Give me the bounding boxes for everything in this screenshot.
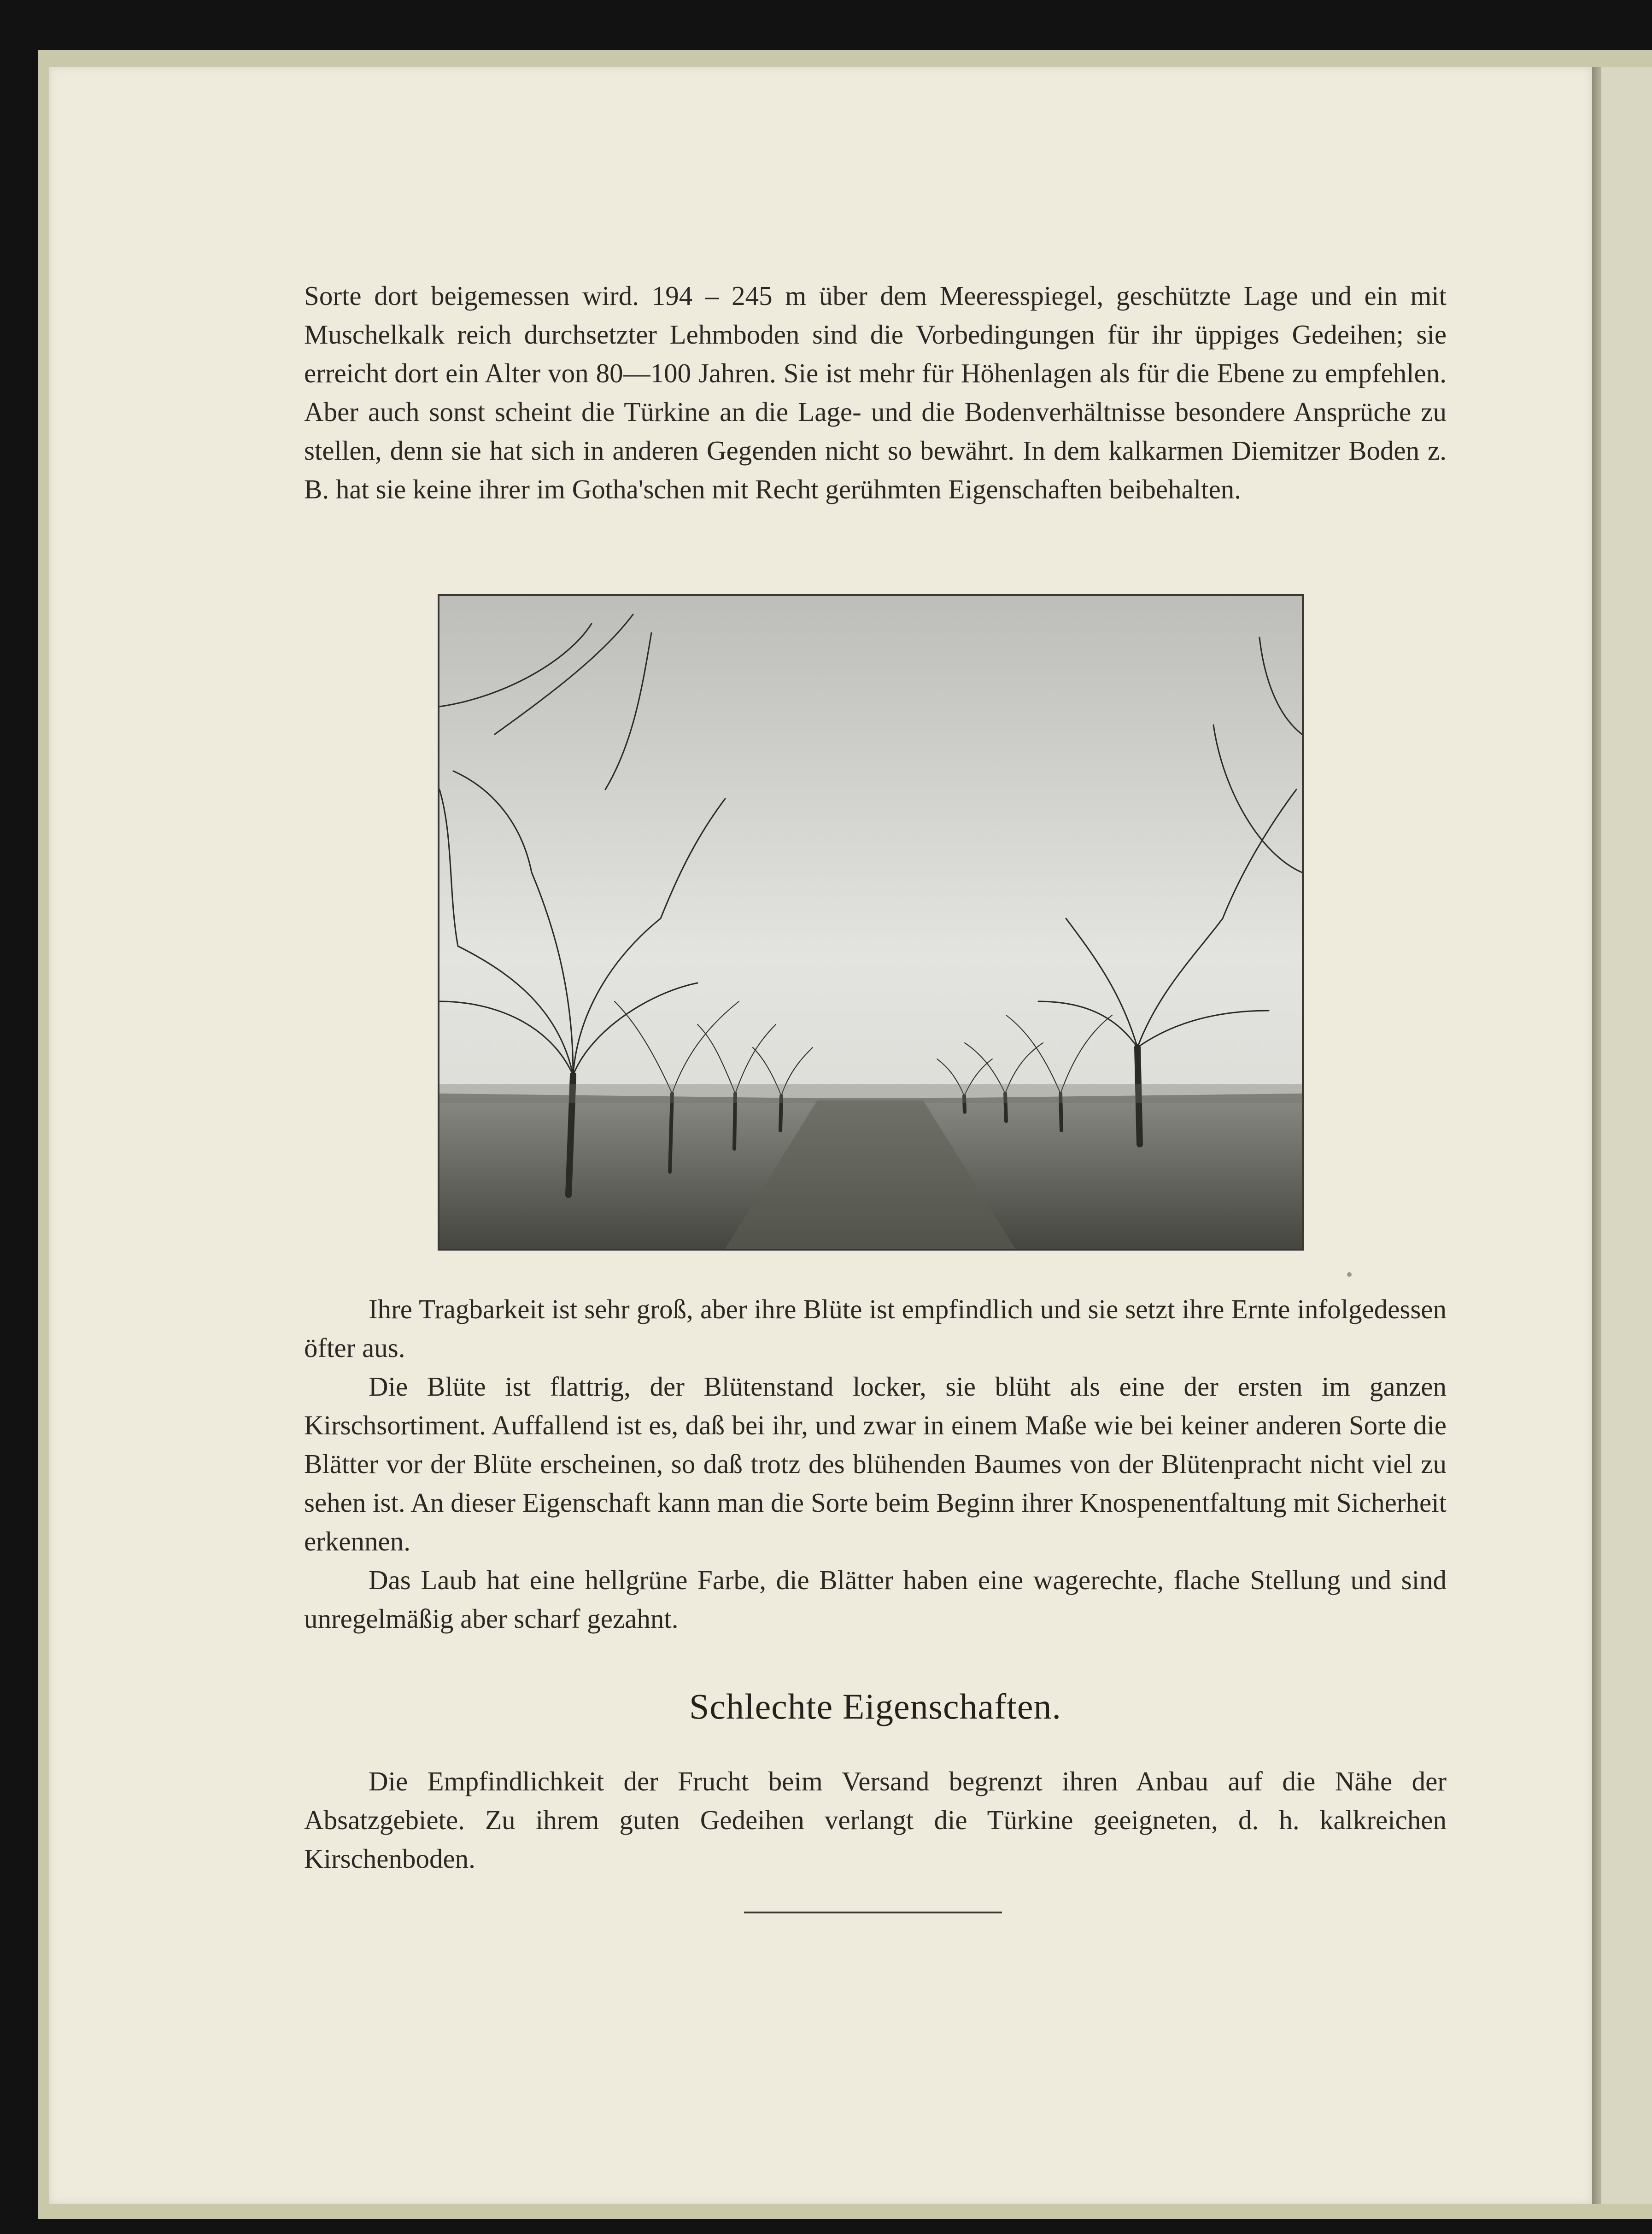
paragraph-text: Sorte dort beigemessen wird. 194 – 245 m über dem Meeresspiegel, geschützte Lage und ein mit Muschelkalk reich durchsetzter Lehmboden sind die Vorbedingungen für ihr üppiges Gedeihen; sie erreicht dort ein Alter von 80—100 Jahren. Sie ist mehr für Höhenlagen als für die Ebene zu empfehlen. Aber auch sonst scheint die Türkine an die Lage- und die Bodenverhältnisse besondere Ansprüche zu stellen, denn sie hat sich in anderen Gegenden nicht so bewährt. In dem kalkarmen Diemitzer Boden z. B. hat sie keine ihrer im Gotha'schen mit Recht gerühmten Eigenschaften beibehalten. — [304, 281, 1447, 504]
closing-rule — [744, 1912, 1002, 1913]
paper-speck — [1347, 1272, 1352, 1277]
photograph-icon — [439, 596, 1302, 1249]
paragraph-drawbacks — [304, 1762, 1447, 1878]
facing-page-edge — [1601, 67, 1652, 2204]
paragraph-text: Ihre Tragbarkeit ist sehr groß, aber ihre Blüte ist empfindlich und sie setzt ihre Ernte infolgedessen öfter aus. — [304, 1294, 1447, 1363]
paragraph-text: Die Empfindlichkeit der Frucht beim Versand begrenzt ihren Anbau auf die Nähe der Absatzgebiete. Zu ihrem guten Gedeihen verlangt die Türkine geeigneten, d. h. kalkreichen Kirschenboden. — [304, 1766, 1447, 1874]
paragraph-soil-conditions — [304, 276, 1447, 509]
paragraph-text: Die Blüte ist flattrig, der Blütenstand locker, sie blüht als eine der ersten im ganzen Kirschsortiment. Auffallend ist es, daß bei ihr, und zwar in einem Maße wie bei keiner anderen Sorte die Blätter vor der Blüte erscheinen, so daß trotz des blühenden Baumes von der Blütenpracht nicht viel zu sehen ist. An dieser Eigenschaft kann man die Sorte beim Beginn ihrer Knospenentfaltung mit Sicherheit erkennen. — [304, 1371, 1447, 1556]
section-heading: Schlechte Eigenschaften. — [689, 1686, 1061, 1726]
orchard-photo — [438, 594, 1304, 1251]
paragraph-text: Das Laub hat eine hellgrüne Farbe, die Blätter haben eine wagerechte, flache Stellung und sind unregelmäßig aber scharf gezahnt. — [304, 1565, 1447, 1634]
page-gutter — [1592, 67, 1601, 2204]
paragraph-properties — [304, 1290, 1447, 1638]
